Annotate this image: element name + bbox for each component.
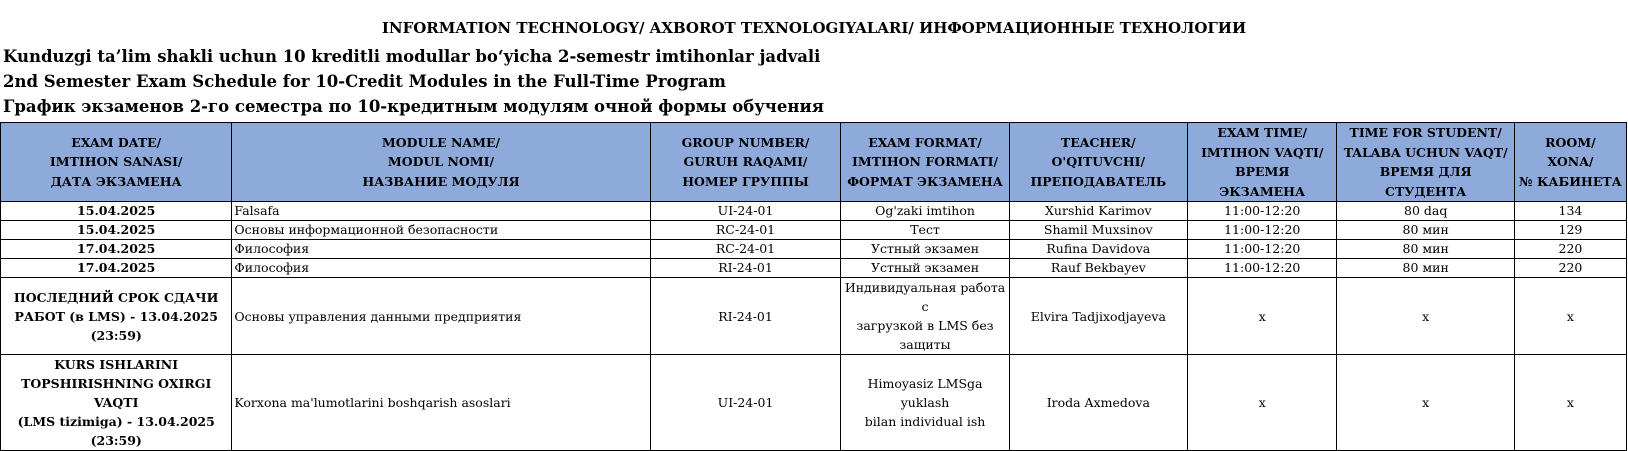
table-row [1, 202, 1627, 221]
teacher-cell: Rufina Davidova [1009, 240, 1187, 259]
teacher-cell: Elvira Tadjixodjayeva [1009, 278, 1187, 355]
group-number-cell: RI-24-01 [650, 259, 841, 278]
student-time-cell: 80 daq [1337, 202, 1514, 221]
exam-format-cell [841, 355, 1009, 451]
cell-text-line: Индивидуальная работа с [844, 280, 1006, 314]
cell-text-line: РАБОТ (в LMS) - 13.04.2025 (23:59) [14, 308, 218, 343]
student-time-cell: 80 мин [1337, 259, 1514, 278]
header-module-name [232, 123, 650, 202]
header-label-line: GROUP NUMBER/ [681, 134, 810, 150]
cell-text-line: 15.04.2025 [77, 222, 156, 237]
cell-text-line: Himoyasiz LMSga yuklash [867, 376, 983, 410]
header-label-line: ВРЕМЯ ЭКЗАМЕНА [1219, 164, 1306, 199]
cell-text-line: 17.04.2025 [77, 241, 156, 256]
header-label-line: EXAM TIME/ [1217, 125, 1308, 140]
group-number-cell: RC-24-01 [650, 240, 841, 259]
module-name-cell: Основы управления данными предприятия [232, 278, 650, 355]
header-label-line: НАЗВАНИЕ МОДУЛЯ [362, 173, 520, 189]
exam-date-cell [1, 259, 232, 278]
header-student-time [1337, 123, 1514, 202]
student-time-cell: 80 мин [1337, 240, 1514, 259]
header-group-number [650, 123, 841, 202]
teacher-cell: Xurshid Karimov [1009, 202, 1187, 221]
header-exam-date [1, 123, 232, 202]
header-label-line: № КАБИНЕТА [1519, 173, 1622, 189]
header-label-line: ФОРМАТ ЭКЗАМЕНА [847, 173, 1003, 189]
teacher-cell: Iroda Axmedova [1009, 355, 1187, 451]
exam-schedule-table [0, 122, 1627, 451]
table-header-row [1, 123, 1627, 202]
header-label-line: IMTIHON FORMATI/ [852, 154, 999, 170]
header-label-line: ROOM/ [1545, 134, 1596, 150]
student-time-cell: 80 мин [1337, 221, 1514, 240]
module-name-cell: Korxona ma'lumotlarini boshqarish asoslari [232, 355, 650, 451]
exam-time-cell: x [1188, 278, 1337, 355]
exam-time-cell: 11:00-12:20 [1188, 221, 1337, 240]
header-label-line: MODUL NOMI/ [387, 154, 495, 170]
group-number-cell: RI-24-01 [650, 278, 841, 355]
room-cell: 129 [1514, 221, 1626, 240]
exam-format-cell [841, 278, 1009, 355]
header-label-line: XONA/ [1547, 154, 1594, 170]
header-label-line: O'QITUVCHI/ [1051, 154, 1146, 170]
header-label-line: TALABA UCHUN VAQT/ [1343, 144, 1508, 160]
header-label-line: IMTIHON VAQTI/ [1201, 144, 1324, 160]
table-body [1, 202, 1627, 451]
group-number-cell: UI-24-01 [650, 202, 841, 221]
header-label-line: EXAM DATE/ [71, 134, 162, 150]
header-label-line: ВРЕМЯ ДЛЯ СТУДЕНТА [1379, 164, 1472, 199]
module-name-cell: Философия [232, 240, 650, 259]
table-row [1, 259, 1627, 278]
header-exam-format [841, 123, 1009, 202]
cell-text-line: KURS ISHLARINI [54, 357, 179, 372]
document-title: INFORMATION TECHNOLOGY/ AXBOROT TEXNOLOGIYALARI/ ИНФОРМАЦИОННЫЕ ТЕХНОЛОГИИ [381, 19, 1247, 37]
header-label-line: EXAM FORMAT/ [868, 134, 982, 150]
header-exam-time [1188, 123, 1337, 202]
cell-text-line: Устный экзамен [870, 241, 980, 256]
teacher-cell: Shamil Muxsinov [1009, 221, 1187, 240]
header-teacher [1009, 123, 1187, 202]
room-cell: x [1514, 355, 1626, 451]
exam-date-cell [1, 278, 232, 355]
exam-date-cell [1, 355, 232, 451]
group-number-cell: UI-24-01 [650, 355, 841, 451]
header-label-line: GURUH RAQAMI/ [683, 154, 808, 170]
cell-text-line: Og'zaki imtihon [875, 203, 975, 218]
header-room [1514, 123, 1626, 202]
subtitle-en: 2nd Semester Exam Schedule for 10-Credit Modules in the Full-Time Program [3, 72, 726, 91]
exam-date-cell [1, 221, 232, 240]
cell-text-line: 15.04.2025 [77, 203, 156, 218]
cell-text-line: Тест [910, 222, 940, 237]
header-label-line: ПРЕПОДАВАТЕЛЬ [1030, 173, 1167, 189]
exam-format-cell [841, 240, 1009, 259]
header-label-line: IMTIHON SANASI/ [49, 154, 183, 170]
header-label-line: MODULE NAME/ [381, 134, 501, 150]
table-row [1, 278, 1627, 355]
student-time-cell: x [1337, 355, 1514, 451]
teacher-cell: Rauf Bekbayev [1009, 259, 1187, 278]
module-name-cell: Основы информационной безопасности [232, 221, 650, 240]
exam-time-cell: 11:00-12:20 [1188, 202, 1337, 221]
exam-format-cell [841, 259, 1009, 278]
cell-text-line: bilan individual ish [864, 414, 986, 429]
exam-time-cell: 11:00-12:20 [1188, 259, 1337, 278]
header-label-line: TEACHER/ [1060, 134, 1136, 150]
student-time-cell: x [1337, 278, 1514, 355]
exam-time-cell: 11:00-12:20 [1188, 240, 1337, 259]
cell-text-line: (LMS tizimiga) - 13.04.2025 (23:59) [17, 414, 215, 448]
exam-format-cell [841, 202, 1009, 221]
table-row [1, 240, 1627, 259]
exam-format-cell [841, 221, 1009, 240]
room-cell: 220 [1514, 240, 1626, 259]
room-cell: 220 [1514, 259, 1626, 278]
subtitle-uz: Kunduzgi ta’lim shakli uchun 10 kreditli modullar bo‘yicha 2-semestr imtihonlar jadvali [3, 47, 821, 66]
exam-date-cell [1, 240, 232, 259]
header-label-line: TIME FOR STUDENT/ [1349, 125, 1502, 140]
cell-text-line: 17.04.2025 [77, 260, 156, 275]
header-label-line: НОМЕР ГРУППЫ [682, 173, 809, 189]
cell-text-line: ПОСЛЕДНИЙ СРОК СДАЧИ [13, 289, 219, 305]
subtitle-ru: График экзаменов 2-го семестра по 10-кредитным модулям очной формы обучения [3, 97, 824, 116]
module-name-cell: Falsafa [232, 202, 650, 221]
table-row [1, 221, 1627, 240]
module-name-cell: Философия [232, 259, 650, 278]
exam-date-cell [1, 202, 232, 221]
table-row [1, 355, 1627, 451]
cell-text-line: Устный экзамен [870, 260, 980, 275]
group-number-cell: RC-24-01 [650, 221, 841, 240]
room-cell: x [1514, 278, 1626, 355]
cell-text-line: TOPSHIRISHNING OXIRGI VAQTI [21, 376, 212, 410]
room-cell: 134 [1514, 202, 1626, 221]
exam-time-cell: x [1188, 355, 1337, 451]
cell-text-line: загрузкой в LMS без [856, 318, 994, 333]
cell-text-line: защиты [899, 337, 951, 352]
header-label-line: ДАТА ЭКЗАМЕНА [50, 173, 182, 189]
